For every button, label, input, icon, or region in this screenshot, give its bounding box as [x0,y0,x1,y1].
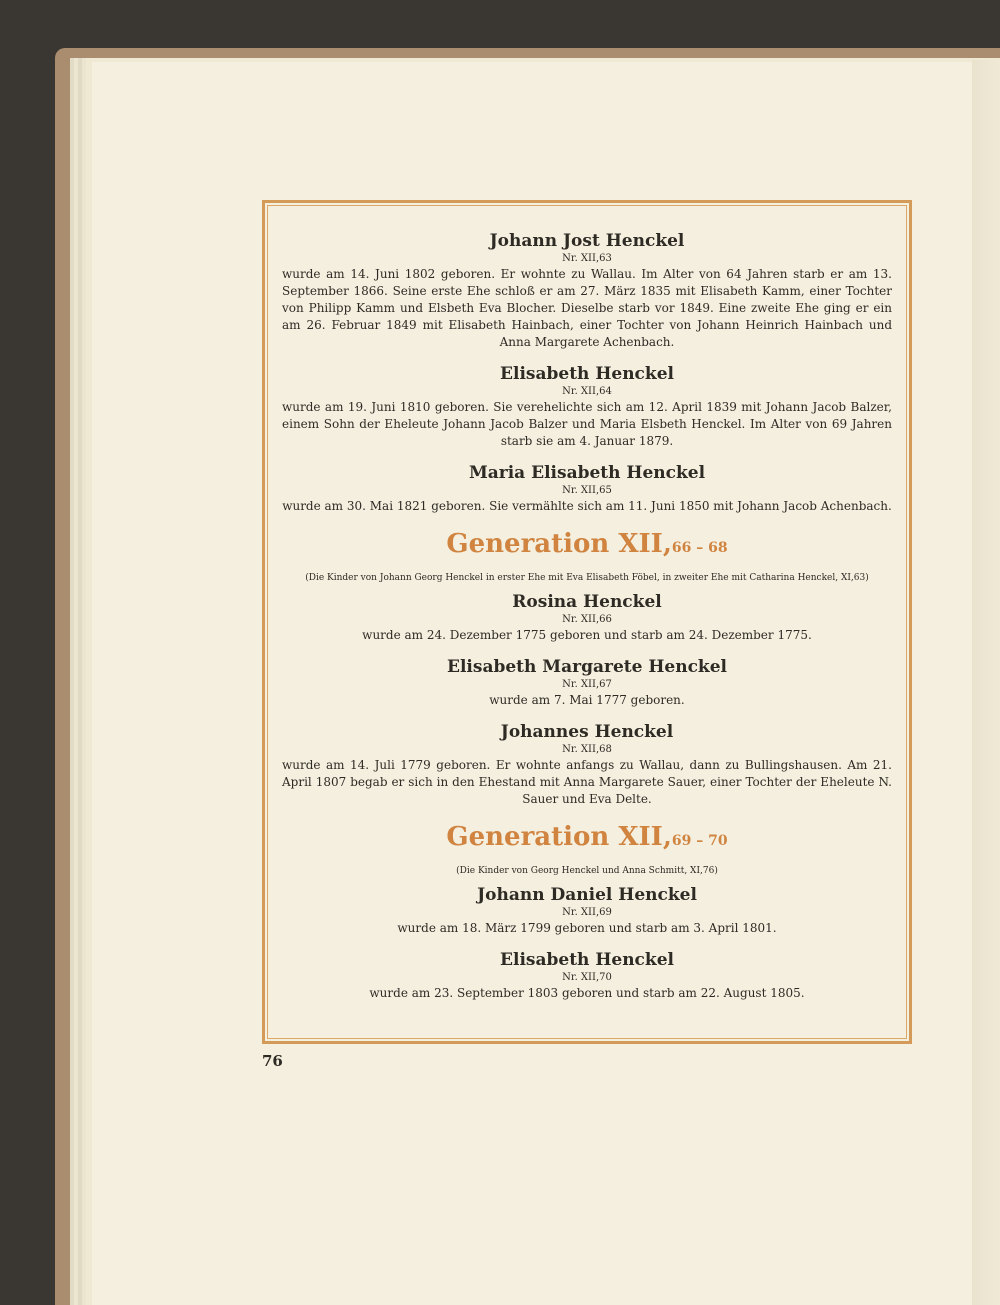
entry-text: wurde am 23. September 1803 geboren und starb am 22. August 1805. [369,986,805,1000]
entry-elisabeth-64 [282,363,892,450]
entry-name: Johannes Henckel [500,722,674,742]
entry-text: wurde am 14. Juni 1802 geboren. Er wohnte zu Wallau. Im Alter von 64 Jahren starb er am 13. September 1866. Seine erste Ehe schloß er am 27. März 1835 mit Elisabeth Kamm, einer Tochter von Philipp Kamm und Elsbeth Eva Blocher. Dieselbe starb vor 1849. Eine zweite Ehe ging er ein am 26. Februar 1849 mit Elisabeth Hainbach, einer Tochter von Johann Heinrich Hainbach und Anna Margarete Achenbach. [282,267,892,349]
generation-heading [282,820,892,858]
generation-heading [282,527,892,565]
entry-text: wurde am 30. Mai 1821 geboren. Sie vermählte sich am 11. Juni 1850 mit Johann Jacob Achenbach. [282,499,892,513]
generation-range: 69 – 70 [671,833,728,849]
entry-text: wurde am 24. Dezember 1775 geboren und starb am 24. Dezember 1775. [362,628,812,642]
entry-number: Nr. XII,63 [562,253,612,264]
entry-name: Johann Jost Henckel [489,231,685,251]
entry-number: Nr. XII,67 [562,679,612,690]
entry-johannes [282,721,892,808]
generation-note: (Die Kinder von Johann Georg Henckel in erster Ehe mit Eva Elisabeth Föbel, in zweiter Ehe mit Catharina Henckel, XI,63) [305,573,869,583]
entry-number: Nr. XII,66 [562,614,612,625]
entry-maria-elisabeth [282,462,892,515]
entry-number: Nr. XII,65 [562,485,612,496]
entry-name: Rosina Henckel [512,592,662,612]
generation-range: 66 – 68 [671,540,728,556]
page-content [282,230,892,1014]
entry-elisabeth-margarete [282,656,892,709]
entry-elisabeth-70 [282,949,892,1002]
entry-number: Nr. XII,68 [562,744,612,755]
entry-rosina [282,591,892,644]
facing-page-edge [972,60,1000,1305]
entry-name: Maria Elisabeth Henckel [468,463,706,483]
entry-text: wurde am 18. März 1799 geboren und starb am 3. April 1801. [397,921,777,935]
entry-number: Nr. XII,64 [562,386,612,397]
entry-name: Elisabeth Henckel [500,950,674,970]
entry-johann-daniel [282,884,892,937]
entry-johann-jost [282,230,892,351]
page-number: 76 [262,1052,283,1070]
generation-note: (Die Kinder von Georg Henckel und Anna Schmitt, XI,76) [456,866,718,876]
entry-number: Nr. XII,69 [562,907,612,918]
entry-name: Elisabeth Margarete Henckel [447,657,727,677]
entry-text: wurde am 14. Juli 1779 geboren. Er wohnte anfangs zu Wallau, dann zu Bullingshausen. Am 21. April 1807 begab er sich in den Ehestand mit Anna Margarete Sauer, einer Tochter der Eheleute N. Sauer und Eva Delte. [282,758,892,806]
entry-name: Johann Daniel Henckel [477,885,697,905]
generation-title: Generation XII, [446,822,672,852]
entry-number: Nr. XII,70 [562,972,612,983]
generation-title: Generation XII, [446,529,672,559]
entry-name: Elisabeth Henckel [500,364,674,384]
entry-text: wurde am 19. Juni 1810 geboren. Sie verehelichte sich am 12. April 1839 mit Johann Jacob Balzer, einem Sohn der Eheleute Johann Jacob Balzer und Maria Elsbeth Henckel. Im Alter von 69 Jahren starb sie am 4. Januar 1879. [282,400,892,448]
entry-text: wurde am 7. Mai 1777 geboren. [489,693,685,707]
